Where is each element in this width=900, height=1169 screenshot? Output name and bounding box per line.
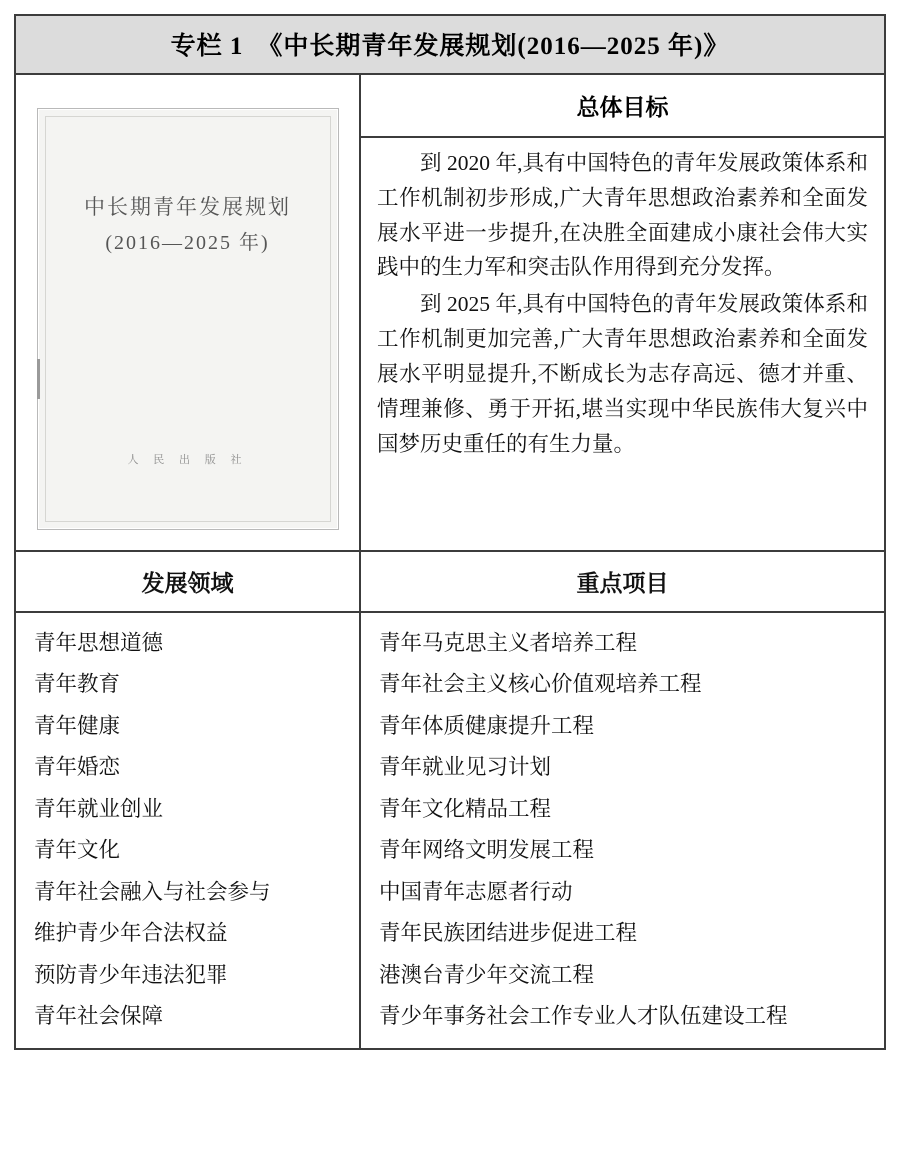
overall-goal-body	[361, 138, 884, 481]
table-row: 预防青少年违法犯罪	[34, 962, 228, 987]
box-title	[16, 16, 884, 75]
table-header-field: 发展领域	[16, 552, 361, 611]
table-row: 青年婚恋	[34, 755, 121, 780]
table-body	[16, 613, 884, 1048]
feature-box	[14, 14, 886, 1050]
table-row: 青年思想道德	[34, 631, 164, 655]
cover-publisher: 人 民 出 版 社	[127, 454, 248, 466]
cover-cell	[16, 75, 361, 550]
table-row: 青年民族团结进步促进工程	[379, 921, 638, 946]
table-row: 青年社会融入与社会参与	[34, 879, 271, 904]
table-row: 青年就业见习计划	[379, 755, 552, 780]
table-header-projects: 重点项目	[576, 571, 669, 596]
overall-goal-paragraph-1: 到 2020 年,具有中国特色的青年发展政策体系和工作机制初步形成,广大青年思想政治素养和全面发展水平进一步提升,在决胜全面建成小康社会伟大实践中的生力军和突击队作用得到充分发挥。	[377, 151, 868, 280]
overall-goal-header: 总体目标	[361, 75, 884, 138]
box-title-label: 专栏 1	[170, 33, 244, 60]
overall-goal-paragraph-2: 到 2025 年,具有中国特色的青年发展政策体系和工作机制更加完善,广大青年思想政治素养和全面发展水平明显提升,不断成长为志存高远、德才并重、情理兼修、勇于开拓,堪当实现中华民族伟大复兴中国梦历史重任的有生力量。	[377, 292, 868, 456]
table-column-projects	[361, 613, 884, 1048]
cover-spine-mark	[37, 359, 40, 399]
overall-goal-section	[16, 75, 884, 550]
overall-goal-cell	[361, 75, 884, 550]
table-row: 青少年事务社会工作专业人才队伍建设工程	[379, 1004, 788, 1029]
table-row: 青年文化	[34, 838, 121, 863]
table-header-row	[16, 550, 884, 613]
table-row: 青年社会主义核心价值观培养工程	[379, 672, 702, 697]
book-cover-image	[37, 108, 339, 530]
table-row: 青年马克思主义者培养工程	[379, 631, 638, 655]
table-row: 青年就业创业	[34, 796, 164, 821]
table-row: 港澳台青少年交流工程	[379, 962, 595, 987]
box-title-name: 《中长期青年发展规划(2016—2025 年)》	[257, 33, 730, 60]
book-cover-wrap	[37, 75, 339, 550]
cover-title	[38, 189, 338, 261]
table-row: 维护青少年合法权益	[34, 921, 228, 946]
cover-title-line1: 中长期青年发展规划	[84, 195, 291, 219]
table-row: 青年网络文明发展工程	[379, 838, 595, 863]
table-row: 中国青年志愿者行动	[379, 879, 573, 904]
table-row: 青年体质健康提升工程	[379, 713, 595, 738]
table-row: 青年教育	[34, 672, 121, 697]
table-column-fields	[16, 613, 361, 1048]
table-row: 青年社会保障	[34, 1004, 164, 1029]
cover-title-line2: (2016—2025 年)	[105, 231, 270, 254]
table-row: 青年文化精品工程	[379, 796, 552, 821]
table-row: 青年健康	[34, 713, 121, 738]
